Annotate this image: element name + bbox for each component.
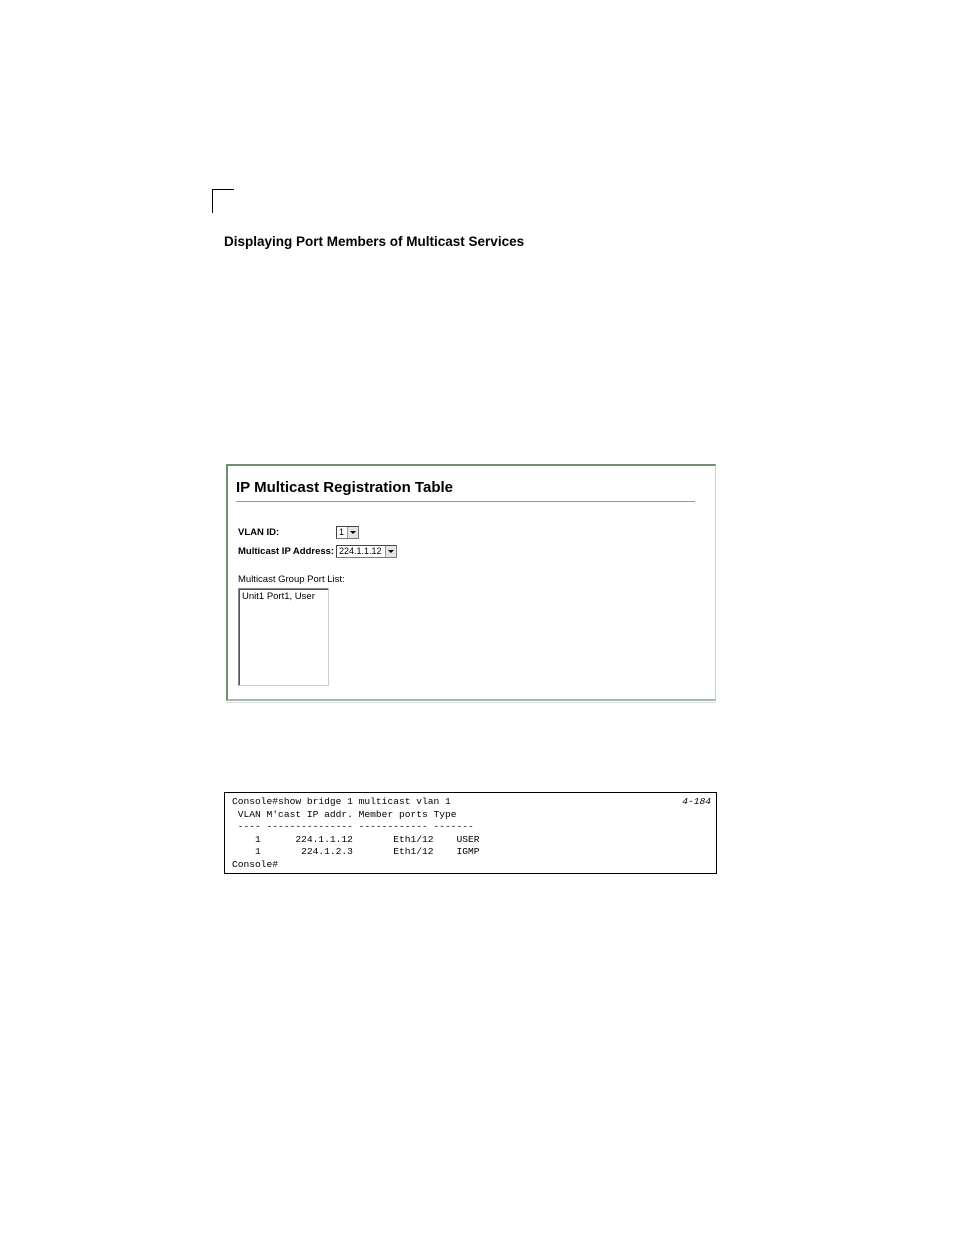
console-example bbox=[224, 792, 717, 874]
port-list-label: Multicast Group Port List: bbox=[238, 574, 345, 585]
list-item[interactable]: Unit1 Port1, User bbox=[242, 591, 315, 602]
console-line: ---- --------------- ------------ ------- bbox=[232, 821, 474, 832]
dropdown-arrow-icon[interactable] bbox=[347, 527, 358, 538]
port-list-box[interactable] bbox=[238, 588, 329, 686]
console-output bbox=[232, 796, 480, 871]
multicast-ip-label: Multicast IP Address: bbox=[238, 546, 335, 557]
section-heading: Displaying Port Members of Multicast Services bbox=[224, 234, 525, 249]
crop-mark bbox=[212, 189, 234, 213]
console-line: 1 224.1.1.12 Eth1/12 USER bbox=[232, 833, 480, 845]
multicast-registration-screenshot bbox=[226, 464, 716, 701]
console-line: Console# bbox=[232, 858, 279, 870]
panel-title: IP Multicast Registration Table bbox=[236, 479, 453, 496]
page-reference: 4-184 bbox=[682, 796, 711, 807]
multicast-ip-select[interactable] bbox=[336, 545, 397, 558]
dropdown-arrow-icon[interactable] bbox=[385, 546, 396, 557]
title-divider bbox=[236, 501, 695, 502]
vlan-id-label: VLAN ID: bbox=[238, 527, 280, 538]
console-line: VLAN M'cast IP addr. Member ports Type bbox=[232, 808, 457, 820]
console-line: Console#show bridge 1 multicast vlan 1 bbox=[232, 796, 451, 807]
multicast-ip-value: 224.1.1.12 bbox=[339, 546, 382, 556]
console-line: 1 224.1.2.3 Eth1/12 IGMP bbox=[232, 846, 480, 857]
vlan-id-value: 1 bbox=[339, 527, 345, 537]
vlan-id-select[interactable] bbox=[336, 526, 359, 539]
